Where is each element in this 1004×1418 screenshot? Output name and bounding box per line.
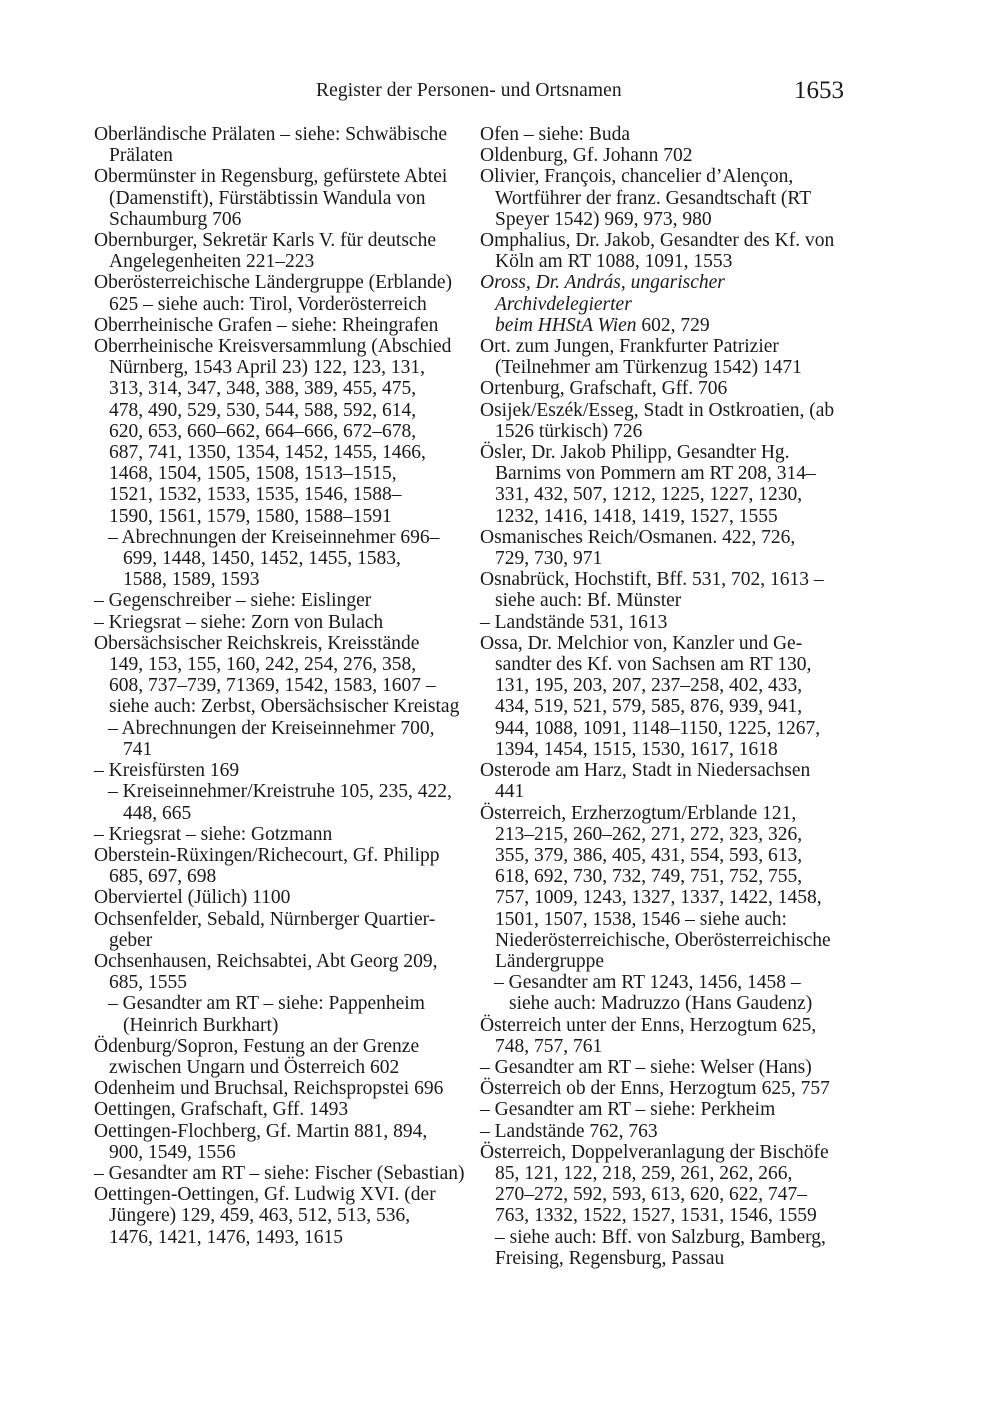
- index-entry: [94, 1184, 470, 1248]
- index-entry-text: – Landstände 762, 763: [480, 1120, 658, 1142]
- index-entry: [480, 1121, 850, 1142]
- index-entry: [94, 824, 470, 845]
- index-entry-text: – Landstände 531, 1613: [480, 611, 668, 633]
- index-entry: [94, 336, 470, 527]
- index-entry-text: Oberstein-Rüxingen/Richecourt, Gf. Philipp 685, 697, 698: [94, 844, 440, 888]
- index-entry-text: – Gesandter am RT 1243, 1456, 1458 – siehe auch: Madruzzo (Hans Gaudenz): [494, 972, 813, 1015]
- index-entry: [480, 166, 850, 230]
- index-entry-text: – Gesandter am RT – siehe: Fischer (Sebastian): [94, 1162, 465, 1184]
- index-entry-pages: 602, 729: [636, 314, 710, 336]
- index-entry: [480, 145, 850, 166]
- index-entry: [94, 612, 470, 633]
- index-entry: [94, 1078, 470, 1099]
- index-entry-text: – Gegenschreiber – siehe: Eislinger: [94, 590, 372, 612]
- index-entry: [94, 272, 470, 314]
- index-entry: [480, 569, 850, 611]
- index-entry-text: Österreich, Erzherzogtum/Erblande 121, 213–215, 260–262, 271, 272, 323, 326, 355, 379, 386, 405, 431, 554, 593, 613, 618, 692, 730, 732, 749, 751, 752, 755, 757, 1009, 1243, 1327, 1337, 1422, 1458, 1501, 1507, 1538, 1546 – siehe auch: Niederösterreichische, Oberösterreichische Ländergruppe: [480, 802, 831, 972]
- index-entry-text: – Gesandter am RT – siehe: Welser (Hans): [480, 1056, 812, 1078]
- index-entry-text: Ort. zum Jungen, Frankfurter Patrizier (Teilnehmer am Türkenzug 1542) 1471: [480, 336, 802, 379]
- index-entry: [480, 442, 850, 527]
- index-entry-text: Ofen – siehe: Buda: [480, 124, 631, 145]
- index-entry-text: Olivier, François, chancelier d’Alençon, Wortführer der franz. Gesandtschaft (RT Speyer 1542) 969, 973, 980: [480, 166, 812, 230]
- index-entry-text: Oberviertel (Jülich) 1100: [94, 887, 291, 909]
- index-entry-text: – Kreisfürsten 169: [94, 760, 240, 782]
- index-entry-text: Österreich unter der Enns, Herzogtum 625, 748, 757, 761: [480, 1014, 817, 1057]
- index-entry-text: Ossa, Dr. Melchior von, Kanzler und Ge- sandter des Kf. von Sachsen am RT 130, 131, 195, 203, 207, 237–258, 402, 433, 434, 519, 521, 579, 585, 876, 939, 941, 944, 1088, 1091, 1148–1150, 1225, 1267, 1394, 1454, 1515, 1530, 1617, 1618: [480, 632, 821, 760]
- index-entry-text: Oettingen-Oettingen, Gf. Ludwig XVI. (der Jüngere) 129, 459, 463, 512, 513, 536, 1476, 1421, 1476, 1493, 1615: [94, 1184, 436, 1248]
- index-entry: [94, 1036, 470, 1078]
- index-entry-text: Oross, Dr. András, ungarischer Archivdelegierter beim HHStA Wien: [480, 272, 725, 336]
- index-entry: [480, 972, 850, 1014]
- index-entry: [94, 1163, 470, 1184]
- index-entry: [480, 124, 850, 145]
- index-entry: [94, 760, 470, 781]
- index-entry-text: Osmanisches Reich/Osmanen. 422, 726, 729, 730, 971: [480, 526, 796, 570]
- index-entry-text: – Kriegsrat – siehe: Gotzmann: [94, 823, 333, 845]
- index-entry-text: Oberösterreichische Ländergruppe (Erblande) 625 – siehe auch: Tirol, Vorderösterreich: [94, 272, 453, 315]
- index-entry-text: Oberrheinische Kreisversammlung (Abschied Nürnberg, 1543 April 23) 122, 123, 131, 313, 314, 347, 348, 388, 389, 455, 475, 478, 490, 529, 530, 544, 588, 592, 614, 620, 653, 660–662, 664–666, 672–678, 687, 741, 1350, 1354, 1452, 1455, 1466, 1468, 1504, 1505, 1508, 1513–1515, 1521, 1532, 1533, 1535, 1546, 1588– 1590, 1561, 1579, 1580, 1588–1591: [94, 336, 452, 527]
- index-entry: [480, 1078, 850, 1099]
- index-entry: [480, 400, 850, 442]
- index-entry-text: – Abrechnungen der Kreiseinnehmer 700, 741: [108, 717, 435, 760]
- index-entry-text: – Gesandter am RT – siehe: Perkheim: [480, 1099, 776, 1121]
- index-entry: [480, 760, 850, 802]
- index-entry-text: Omphalius, Dr. Jakob, Gesandter des Kf. von Köln am RT 1088, 1091, 1553: [480, 230, 835, 273]
- index-entry-text: Osnabrück, Hochstift, Bff. 531, 702, 1613 – siehe auch: Bf. Münster: [480, 569, 824, 612]
- index-entry-text: Ösler, Dr. Jakob Philipp, Gesandter Hg. Barnims von Pommern am RT 208, 314– 331, 432, 507, 1212, 1225, 1227, 1230, 1232, 1416, 1418, 1419, 1527, 1555: [480, 442, 816, 527]
- running-title: Register der Personen- und Ortsnamen: [316, 80, 622, 101]
- index-entry: [480, 1099, 850, 1120]
- index-entry-text: Obersächsischer Reichskreis, Kreisstände 149, 153, 155, 160, 242, 254, 276, 358, 608, 737–739, 71369, 1542, 1583, 1607 – siehe auch: Zerbst, Obersächsischer Kreistag: [94, 632, 460, 718]
- index-column-right: [480, 124, 850, 1269]
- index-entry: [94, 124, 470, 166]
- index-entry: [480, 612, 850, 633]
- index-entry: [480, 527, 850, 569]
- index-entry-text: – Kriegsrat – siehe: Zorn von Bulach: [94, 611, 384, 633]
- index-entry: [480, 272, 850, 336]
- index-entry: [94, 781, 470, 823]
- index-entry: [94, 1121, 470, 1163]
- index-entry-text: Osijek/Eszék/Esseg, Stadt in Ostkroatien, (ab 1526 türkisch) 726: [480, 399, 835, 442]
- index-entry: [94, 315, 470, 336]
- index-entry: [94, 1099, 470, 1120]
- index-entry: [94, 633, 470, 718]
- index-entry-text: – Gesandter am RT – siehe: Pappenheim (Heinrich Burkhart): [108, 993, 425, 1036]
- index-entry-text: Osterode am Harz, Stadt in Niedersachsen 441: [480, 760, 811, 803]
- index-entry-text: Oberländische Prälaten – siehe: Schwäbische Prälaten: [94, 124, 448, 167]
- index-entry-text: Ochsenhausen, Reichsabtei, Abt Georg 209, 685, 1555: [94, 950, 438, 994]
- index-entry: [94, 718, 470, 760]
- index-entry-text: – Kreiseinnehmer/Kreistruhe 105, 235, 422, 448, 665: [108, 781, 452, 824]
- index-entry-text: Ortenburg, Grafschaft, Gff. 706: [480, 378, 728, 400]
- index-entry: [480, 633, 850, 760]
- index-entry-text: Oettingen, Grafschaft, Gff. 1493: [94, 1099, 349, 1121]
- index-entry-text: Oldenburg, Gf. Johann 702: [480, 145, 693, 167]
- index-entry-text: Odenheim und Bruchsal, Reichspropstei 696: [94, 1078, 444, 1100]
- index-entry: [94, 887, 470, 908]
- index-entry: [480, 378, 850, 399]
- index-entry: [480, 1142, 850, 1269]
- index-entry: [480, 803, 850, 973]
- index-entry: [94, 845, 470, 887]
- index-entry-text: Oettingen-Flochberg, Gf. Martin 881, 894, 900, 1549, 1556: [94, 1120, 428, 1163]
- index-entry-text: Oberrheinische Grafen – siehe: Rheingrafen: [94, 314, 439, 336]
- index-entry-text: Österreich, Doppelveranlagung der Bischöfe 85, 121, 122, 218, 259, 261, 262, 266, 270–272, 592, 593, 613, 620, 622, 747– 763, 1332, 1522, 1527, 1531, 1546, 1559 – siehe auch: Bff. von Salzburg, Bamberg, Freising, Regensburg, Passau: [480, 1141, 829, 1269]
- index-entry-text: – Abrechnungen der Kreiseinnehmer 696– 699, 1448, 1450, 1452, 1455, 1583, 1588, 1589, 1593: [108, 526, 440, 591]
- index-entry-text: Obermünster in Regensburg, gefürstete Abtei (Damenstift), Fürstäbtissin Wandula von Schaumburg 706: [94, 166, 448, 230]
- index-entry: [480, 1057, 850, 1078]
- index-entry: [94, 909, 470, 951]
- page-number: 1653: [794, 77, 844, 104]
- index-entry: [94, 993, 470, 1035]
- index-entry: [94, 230, 470, 272]
- index-entry: [94, 527, 470, 591]
- index-entry: [94, 590, 470, 611]
- index-entry: [94, 951, 470, 993]
- index-entry-text: Ochsenfelder, Sebald, Nürnberger Quartier- geber: [94, 908, 436, 951]
- index-entry: [480, 1015, 850, 1057]
- index-entry: [94, 166, 470, 230]
- index-entry-text: Obernburger, Sekretär Karls V. für deutsche Angelegenheiten 221–223: [94, 230, 436, 273]
- index-entry-text: Ödenburg/Sopron, Festung an der Grenze zwischen Ungarn und Österreich 602: [94, 1035, 420, 1078]
- index-entry: [480, 336, 850, 378]
- index-entry: [480, 230, 850, 272]
- index-entry-text: Österreich ob der Enns, Herzogtum 625, 757: [480, 1078, 830, 1100]
- index-column-left: [94, 124, 470, 1248]
